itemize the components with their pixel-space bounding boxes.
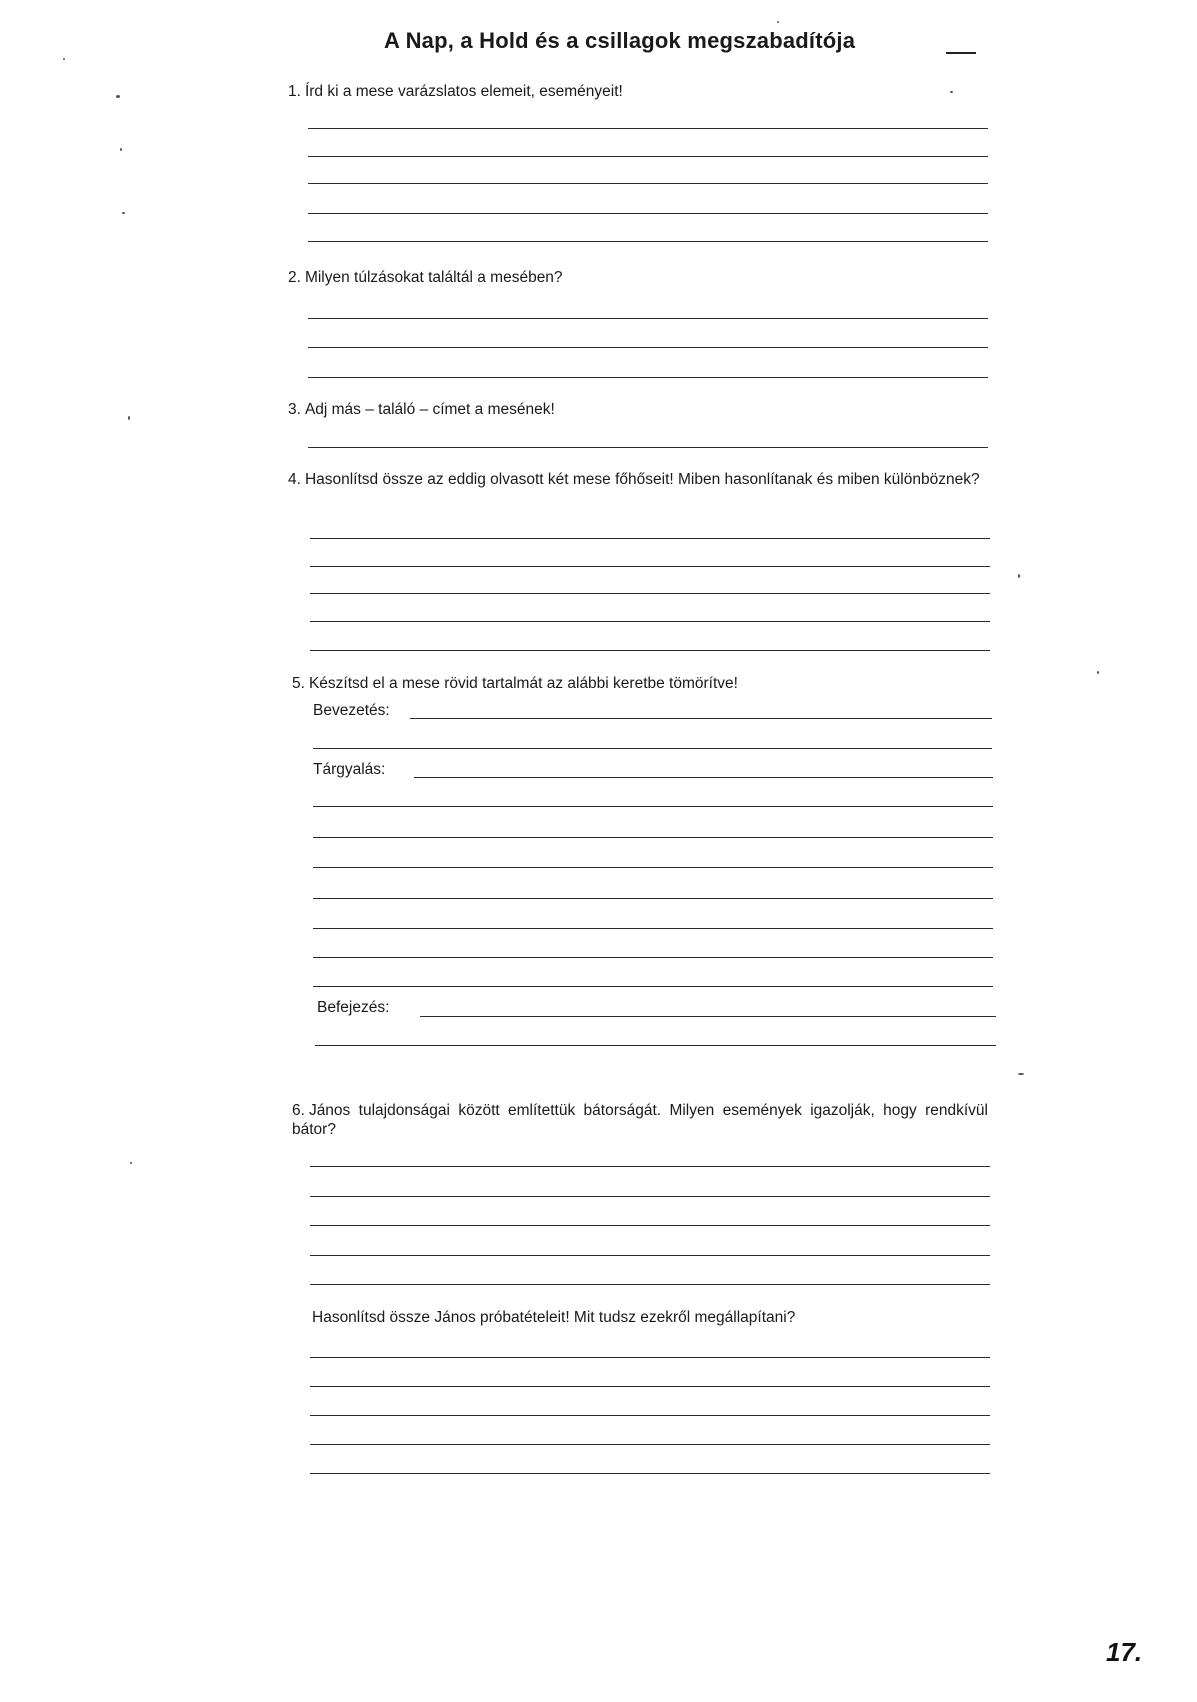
answer-line[interactable] [308, 183, 988, 184]
question-text: Adj más – találó – címet a mesének! [304, 401, 555, 418]
question-4 [288, 470, 991, 489]
ending-line[interactable] [420, 1016, 996, 1017]
scan-speck [1097, 671, 1099, 674]
answer-line[interactable] [310, 1444, 990, 1445]
scan-speck [120, 148, 122, 151]
answer-line[interactable] [310, 621, 990, 622]
question-6 [292, 1101, 988, 1139]
question-number: 3. [288, 401, 301, 418]
body-line[interactable] [313, 837, 993, 838]
ending-line[interactable] [315, 1045, 996, 1046]
question-text: Készítsd el a mese rövid tartalmát az alábbi keretbe tömörítve! [308, 675, 738, 692]
answer-line[interactable] [310, 1473, 990, 1474]
answer-line[interactable] [310, 1357, 990, 1358]
answer-line[interactable] [310, 1196, 990, 1197]
body-line[interactable] [313, 986, 993, 987]
answer-line[interactable] [310, 593, 990, 594]
answer-line[interactable] [308, 377, 988, 378]
question-number: 6. [292, 1102, 305, 1119]
question-2 [288, 268, 928, 287]
scan-speck [130, 1162, 132, 1164]
answer-line[interactable] [308, 347, 988, 348]
scan-speck [122, 212, 125, 214]
question-5 [292, 674, 932, 693]
question-number: 1. [288, 83, 301, 100]
body-line[interactable] [313, 928, 993, 929]
answer-line[interactable] [308, 128, 988, 129]
answer-line[interactable] [308, 156, 988, 157]
question-number: 5. [292, 675, 305, 692]
answer-line[interactable] [308, 241, 988, 242]
answer-line[interactable] [310, 1284, 990, 1285]
intro-label: Bevezetés: [313, 702, 390, 719]
question-7 [312, 1308, 992, 1327]
question-number: 4. [288, 471, 301, 488]
scan-speck [1018, 1073, 1024, 1075]
body-label: Tárgyalás: [313, 761, 386, 778]
question-1 [288, 82, 928, 101]
question-number: 2. [288, 269, 301, 286]
ending-label: Befejezés: [317, 999, 390, 1016]
answer-line[interactable] [308, 447, 988, 448]
body-line[interactable] [313, 898, 993, 899]
answer-line[interactable] [308, 213, 988, 214]
answer-line[interactable] [310, 1415, 990, 1416]
scan-speck [63, 58, 65, 60]
intro-line[interactable] [313, 748, 992, 749]
answer-line[interactable] [310, 566, 990, 567]
body-line[interactable] [414, 777, 993, 778]
question-text: Hasonlítsd össze János próbatételeit! Mit tudsz ezekről megállapítani? [312, 1309, 796, 1326]
answer-line[interactable] [310, 650, 990, 651]
scan-speck [128, 416, 130, 420]
answer-line[interactable] [310, 1166, 990, 1167]
page-number: 17. [1106, 1637, 1143, 1667]
body-line[interactable] [313, 806, 993, 807]
intro-line[interactable] [410, 718, 992, 719]
scan-speck [1018, 574, 1020, 578]
body-line[interactable] [313, 957, 993, 958]
question-text: Írd ki a mese varázslatos elemeit, eseményeit! [304, 83, 623, 100]
question-3 [288, 400, 928, 419]
question-text: Hasonlítsd össze az eddig olvasott két mese főhőseit! Miben hasonlítanak és miben különböznek? [304, 471, 980, 488]
page-title: A Nap, a Hold és a csillagok megszabadítója [384, 28, 856, 53]
answer-line[interactable] [310, 1225, 990, 1226]
corner-dash [946, 52, 976, 54]
scan-speck [777, 21, 779, 23]
answer-line[interactable] [310, 1386, 990, 1387]
question-text: Milyen túlzásokat találtál a mesében? [304, 269, 563, 286]
answer-line[interactable] [308, 318, 988, 319]
scan-speck [950, 91, 953, 93]
answer-line[interactable] [310, 1255, 990, 1256]
question-text: János tulajdonságai között említettük bátorságát. Milyen események igazolják, hogy rendkívül bátor? [292, 1102, 988, 1138]
answer-line[interactable] [310, 538, 990, 539]
scan-speck [116, 95, 120, 98]
body-line[interactable] [313, 867, 993, 868]
